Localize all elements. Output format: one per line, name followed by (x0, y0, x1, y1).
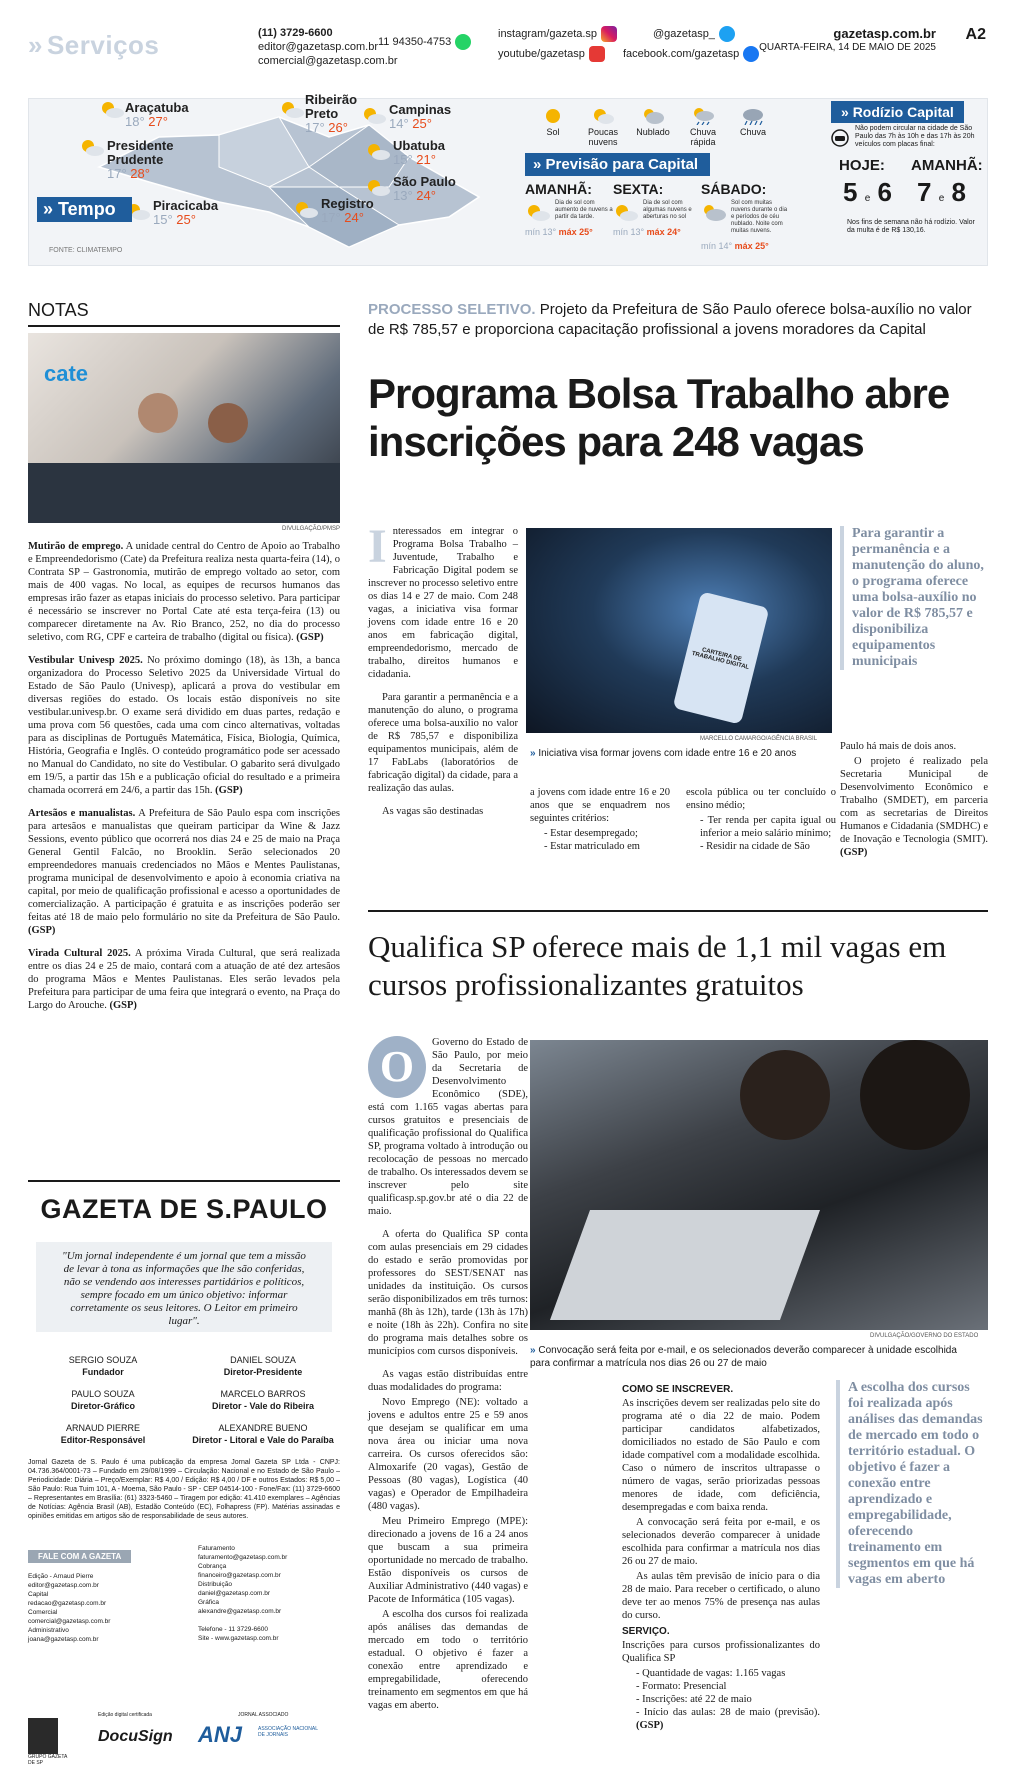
rodizio-panel (825, 99, 989, 265)
rodizio-today-label: HOJE: (839, 157, 885, 174)
person-shape (208, 403, 248, 443)
staff-role: Diretor - Vale do Ribeira (211, 1401, 315, 1411)
staff-role: Diretor - Litoral e Vale do Paraíba (192, 1435, 334, 1445)
contact-phone: (11) 3729-6600 (258, 27, 333, 39)
pull-quote: A escolha dos cursos foi realizada após análises das demandas de mercado em todo o território estadual. O objetivo é fazer a conexão entre aprendizado e empregabilidade, oferecendo treinamento em segmentos em que há vagas em aberto (836, 1380, 988, 1588)
contact-block (258, 26, 398, 68)
city-registro (321, 197, 374, 225)
docusign-logo: DocuSign (98, 1728, 173, 1745)
temp-max: 24° (416, 188, 436, 203)
caption-text: Iniciativa visa formar jovens com idade entre 16 e 20 anos (538, 748, 797, 759)
chevron-icon: » (841, 104, 853, 120)
criteria-item: - Estar desempregado; (544, 828, 638, 839)
masthead-quote: "Um jornal independente é um jornal que tem a missão de levar à tona as informações que lhe são conferidas, não se vendendo aos interesses partidários e políticos, sempre focado em um único objetivo: informar corretamente os seus leitores. O Leitor em primeiro lugar". (36, 1242, 332, 1332)
facebook-handle: facebook.com/gazetasp (623, 47, 740, 60)
staff-role: Editor-Responsável (60, 1435, 146, 1445)
kicker-text: Projeto da Prefeitura de São Paulo oferece bolsa-auxílio no valor de R$ 785,57 e proporciona capacitação profissional a jovens moradores da Capital (368, 301, 972, 338)
legend-label: Nublado (636, 127, 670, 137)
nota-source: (GSP) (215, 785, 243, 796)
temp-min: 17° (305, 120, 325, 135)
cate-logo: cate (44, 361, 89, 386)
few-clouds-icon (591, 107, 615, 125)
article1-kicker (368, 300, 988, 340)
service-item: - Quantidade de vagas: 1.165 vagas (636, 1668, 786, 1679)
temp-min: 17° (321, 210, 341, 225)
forecast-day-name: AMANHÃ: (525, 181, 592, 197)
staff-name: SERGIO SOUZA (68, 1355, 138, 1365)
chevron-icon: » (43, 199, 59, 219)
criteria-item: - Residir na cidade de São (700, 841, 810, 852)
city-name: São Paulo (393, 174, 456, 189)
fale-label: FALE COM A GAZETA (28, 1550, 131, 1563)
forecast-max: máx 25° (558, 227, 593, 237)
city-name: Ribeirão Preto (305, 92, 358, 121)
notas-photo (28, 333, 340, 523)
service-item: - Inscrições: até 22 de maio (636, 1694, 752, 1705)
weather-label (37, 197, 132, 222)
photo-caption (530, 748, 830, 759)
staff-member (188, 1354, 338, 1378)
twitter-link[interactable] (653, 26, 735, 42)
article1-col1 (368, 520, 518, 828)
paragraph: As vagas são destinadas (382, 806, 484, 817)
drop-cap: O (368, 1036, 426, 1098)
staff-role: Diretor-Presidente (223, 1367, 303, 1377)
contacts-left[interactable]: Edição - Arnaud Pierre editor@gazetasp.com.br Capital redacao@gazetasp.com.br Comercial comercial@gazetasp.com.br Administrativo joana@gazetasp.com.br (28, 1573, 111, 1643)
sun-cloud-icon (79, 139, 105, 157)
nota-item (28, 654, 340, 797)
legend-label: Sol (546, 127, 560, 137)
rodizio-footnote: Nos fins de semana não há rodízio. Valor da multa é de R$ 130,16. (847, 219, 975, 234)
plate-digit: 8 (951, 177, 966, 207)
temp-min: 15° (393, 152, 413, 167)
youtube-link[interactable] (498, 46, 605, 62)
city-name: Registro (321, 196, 374, 211)
temp-max: 28° (130, 166, 150, 181)
forecast-day-name: SÁBADO: (701, 181, 767, 197)
city-name: Araçatuba (125, 100, 189, 115)
twitter-icon (719, 26, 735, 42)
car-icon (829, 129, 851, 147)
paragraph: Paulo há mais de dois anos. (840, 741, 957, 752)
photo-credit: DIVULGAÇÃO/GOVERNO DO ESTADO (870, 1333, 979, 1339)
forecast-min: mín 13° (525, 227, 557, 237)
caption-text: Convocação será feita por e-mail, e os selecionados deverão comparecer à unidade escolhida para confirmar a matrícula nos dias 26 ou 27 de maio (530, 1345, 957, 1369)
cloudy-icon (701, 203, 727, 223)
plate-digit: 7 (917, 177, 932, 207)
cloudy-icon (641, 107, 665, 125)
sun-icon (541, 107, 565, 125)
forecast-desc: Dia de sol com algumas nuvens e aberturas no sol (643, 200, 692, 220)
chevron-icon: » (533, 156, 546, 173)
city-name: Piracicaba (153, 198, 219, 213)
nota-source: (GSP) (109, 1000, 137, 1011)
table-shape (28, 463, 340, 523)
staff-member (28, 1354, 178, 1378)
instagram-icon (601, 26, 617, 42)
rodizio-tomorrow-label: AMANHÃ: (911, 157, 983, 174)
staff-name: ARNAUD PIERRE (65, 1423, 140, 1433)
subhead: SERVIÇO. (622, 1626, 670, 1637)
phone-screen (673, 591, 770, 724)
contacts-right[interactable]: Faturamento faturamento@gazetasp.com.br Cobrança financeiro@gazetasp.com.br Distribuição daniel@gazetasp.com.br Gráfica alexandre@gazetasp.com.br Telefone - 11 3729-6600 Site - www.gazetasp.com.br (198, 1545, 288, 1642)
phone-screen-text: CARTEIRA DE TRABALHO DIGITAL (690, 647, 750, 671)
nota-item (28, 807, 340, 937)
photo-credit: MARCELLO CAMARGO/AGÊNCIA BRASIL (700, 736, 818, 742)
forecast-min: mín 14° (701, 241, 733, 251)
city-presidente-prudente (107, 139, 187, 181)
rain-icon (741, 107, 765, 125)
article2-col2 (622, 1380, 820, 1732)
service-item: - Formato: Presencial (636, 1681, 727, 1692)
forecast-desc: Sol com muitas nuvens durante o dia e períodos de céu nublado. Noite com muitas nuvens. (731, 200, 788, 234)
legend-label: Chuva rápida (689, 127, 716, 147)
nota-lead: Vestibular Univesp 2025. (28, 655, 143, 666)
forecast-min: mín 13° (613, 227, 645, 237)
legal-text: Jornal Gazeta de S. Paulo é uma publicação da empresa Jornal Gazeta SP Ltda - CNPJ: 04.736.364/0001-73 – Fundado em 29/08/1999 – Circulação: Nacional e no Estado de São Paulo – Periodicidade: Diária – Preço/Exemplar: R$ 4,00 / Edição: R$ 4,00 / DF e outros Estados: R$ 5,00 – São Paulo: Rua Tuim 101, A - Moema, São Paulo - SP - CEP 04514-100 - Fone/Fax: (11) 3729-6600 – Representantes em Brasília: (61) 3323-5460 – Tiragem por edição: 41.410 exemplares – Agências de Notícias: Agência Brasil (AB), Estadão Conteúdo (EC), Folhapress (FP). Matérias assinadas e opiniões emitidas em artigos são de responsabilidade de seus autores. (28, 1459, 340, 1520)
temp-max: 21° (416, 152, 436, 167)
kicker-keyword: PROCESSO SELETIVO. (368, 301, 536, 318)
rodizio-label (831, 101, 964, 123)
temp-max: 24° (344, 210, 364, 225)
legend-label: Poucas nuvens (587, 127, 619, 147)
temp-min: 18° (125, 114, 145, 129)
forecast-day (525, 181, 615, 237)
chevron-icon: » (28, 30, 43, 60)
plate-digit: 5 (843, 177, 858, 207)
whatsapp-icon (455, 34, 471, 50)
sun-cloud-icon (293, 201, 319, 219)
rodizio-tomorrow-plates (917, 177, 966, 208)
city-name: Campinas (389, 102, 452, 117)
article1-col4 (840, 740, 988, 869)
grupo-logo-caption: GRUPO GAZETA DE SP (28, 1754, 68, 1766)
paragraph: Inscrições para cursos profissionalizantes do Qualifica SP (622, 1640, 820, 1664)
forecast-day (613, 181, 703, 237)
nota-text: A unidade central do Centro de Apoio ao Trabalho e Empreendedorismo (Cate) da Prefeitura realiza nesta quarta-feira (14), o Contrata SP – Gastronomia, mutirão de emprego voltado ao setor, com mais de 400 vagas. No local, as equipes de recursos humanos das empresas irão fazer as etapas iniciais do processo seletivo. Para participar é necessário se inscrever no Portal Cate até esta terça-feira (13) ou comparecer diretamente na Av. Rio Branco, 252, no dia do processo seletivo, com RG, CPF e carteira de trabalho (digital ou física). (28, 541, 340, 643)
paragraph: A convocação será feita por e-mail, e os selecionados deverão comparecer à unidade escolhida para confirmar a matrícula nos dias 26 ou 27 de maio. (622, 1517, 820, 1567)
legend-item-poucas-nuvens (579, 107, 627, 147)
sun-cloud-icon (365, 143, 391, 161)
subhead: COMO SE INSCREVER. (622, 1384, 734, 1395)
temp-max: 26° (328, 120, 348, 135)
city-piracicaba (153, 199, 218, 227)
page-header (28, 22, 988, 78)
staff-name: PAULO SOUZA (71, 1389, 135, 1399)
paragraph: As vagas estão distribuídas entre duas modalidades do programa: (368, 1369, 528, 1393)
docusign-caption: Edição digital certificada (98, 1712, 152, 1718)
youtube-handle: youtube/gazetasp (498, 47, 585, 60)
divider (368, 910, 988, 912)
sun-cloud-icon (361, 107, 387, 125)
forecast-day (701, 181, 791, 251)
weather-panel (28, 92, 988, 266)
staff-name: MARCELO BARROS (220, 1389, 306, 1399)
anj-top-caption: JORNAL ASSOCIADO (238, 1712, 289, 1718)
legend-item-sol (529, 107, 577, 137)
staff-member (188, 1422, 338, 1446)
page-number: A2 (965, 26, 986, 43)
city-aracatuba (125, 101, 189, 129)
staff-name: ALEXANDRE BUENO (218, 1423, 308, 1433)
notas-photo-credit: DIVULGAÇÃO/PMSP (281, 526, 340, 532)
rodizio-label-text: Rodízio Capital (852, 104, 954, 120)
article2-headline: Qualifica SP oferece mais de 1,1 mil vagas em cursos profissionalizantes gratuitos (368, 929, 947, 1002)
temp-min: 14° (389, 116, 409, 131)
city-name: Presidente Prudente (107, 138, 174, 167)
laptop-shape (550, 1210, 820, 1320)
sun-cloud-icon (279, 101, 305, 119)
staff-member (28, 1388, 178, 1412)
issue-date: QUARTA-FEIRA, 14 DE MAIO DE 2025 (759, 42, 936, 53)
city-ubatuba (393, 139, 445, 167)
paragraph: As inscrições devem ser realizadas pelo site do programa até o dia 22 de maio. Podem participar candidatos alfabetizados, domiciliados no estado de São Paulo e com idade compatível com a modalidade escolhida. Caso o número de inscritos ultrapasse o número de vagas, serão priorizadas pessoas menores de idade, com deficiência, desempregadas e com baixa renda. (622, 1398, 820, 1513)
paragraph: A escolha dos cursos foi realizada após análises das demandas de mercado em todo o território estadual. O objetivo é fazer a conexão entre aprendizado e empregabilidade, oferecendo treinamento em segmentos em que há vagas em aberto. (368, 1609, 528, 1711)
staff-name: DANIEL SOUZA (230, 1355, 296, 1365)
temp-min: 17° (107, 166, 127, 181)
staff-member (188, 1388, 338, 1412)
temp-max: 25° (176, 212, 196, 227)
section-label: Serviços (46, 30, 160, 60)
showers-icon (691, 107, 715, 125)
instagram-handle: instagram/gazeta.sp (498, 27, 598, 40)
article2-col1 (368, 1036, 528, 1722)
paragraph: Governo do Estado de São Paulo, por meio da Secretaria de Desenvolvimento Econômico (SDE), está com 1.165 vagas abertas para cursos gratuitos e presenciais de qualificação profissional do Qualifica SP, programa voltado à introdução ou recolocação de pessoas no mercado de trabalho. Os interessados devem se inscrever pelo site qualificasp.sp.gov.br até o dia 22 de maio. (368, 1037, 528, 1217)
person-shape (740, 1050, 830, 1140)
whatsapp-number: 11 94350-4753 (378, 35, 452, 48)
person-shape (138, 393, 178, 433)
forecast-max: máx 24° (646, 227, 681, 237)
city-sao-paulo (393, 175, 456, 203)
whatsapp-contact[interactable] (378, 34, 471, 50)
paragraph: Meu Primeiro Emprego (MPE): direcionado a jovens de 16 a 24 anos que buscam a sua primeira oportunidade no mercado de trabalho. Estão disponíveis os cursos de Auxiliar Administrativo (440 vagas) e Pacote de Informática (105 vagas). (368, 1516, 528, 1605)
few-clouds-icon (525, 203, 551, 223)
contact-email-comercial[interactable]: comercial@gazetasp.com.br (258, 55, 398, 67)
temp-min: 13° (393, 188, 413, 203)
contact-email-editor[interactable]: editor@gazetasp.com.br (258, 41, 379, 53)
paragraph: As aulas têm previsão de início para o dia 28 de maio. Para receber o certificado, o aluno deve ter ao menos 75% de presença nas aulas do curso. (622, 1571, 820, 1621)
article2-photo (530, 1040, 988, 1330)
temp-min: 15° (153, 212, 173, 227)
nota-lead: Virada Cultural 2025. (28, 948, 131, 959)
sun-cloud-icon (99, 101, 125, 119)
nota-source: (GSP) (296, 632, 324, 643)
youtube-icon (589, 46, 605, 62)
instagram-link[interactable] (498, 26, 617, 42)
article1-photo (526, 528, 832, 733)
pull-quote: Para garantir a permanência e a manutenção do aluno, o programa oferece uma bolsa-auxílio no valor de R$ 785,57 e disponibiliza equipamentos municipais (840, 526, 988, 670)
grupo-logo (28, 1718, 58, 1754)
weather-label-text: Tempo (58, 199, 116, 219)
city-name: Ubatuba (393, 138, 445, 153)
paragraph: Para garantir a permanência e a manutenção do aluno, o programa oferece uma bolsa-auxílio no valor de R$ 785,57 e disponibiliza equipamentos municipais, além de 17 FabLabs (laboratórios de fabricação digital) da cidade, para a realização das aulas. (368, 692, 518, 794)
paragraph: escola pública ou ter concluído o ensino médio; (686, 787, 836, 811)
logos-row (28, 1712, 340, 1766)
staff-member (28, 1422, 178, 1446)
section-title (28, 30, 159, 61)
paragraph: nteressados em integrar o Programa Bolsa Trabalho – Juventude, Trabalho e Fabricação Digital podem se inscrever no processo seletivo entre os dias 14 e 27 de maio. Com 248 vagas, a iniciativa visa formar jovens com idade entre 16 e 20 anos em fabricação digital, empreendedorismo, mercado de trabalho, direitos humanos e cidadania. (368, 526, 518, 680)
nota-lead: Artesãos e manualistas. (28, 808, 136, 819)
forecast-desc: Dia de sol com aumento de nuvens a partir da tarde. (555, 200, 613, 220)
nota-item (28, 540, 340, 644)
legend-label: Chuva (739, 127, 766, 137)
forecast-label-text: Previsão para Capital (545, 156, 699, 173)
article1-headline: Programa Bolsa Trabalho abre inscrições para 248 vagas (368, 370, 950, 465)
nota-source: (GSP) (28, 925, 56, 936)
nota-text: A próxima Virada Cultural, que será realizada entre os dias 24 e 25 de maio, contará com a atuação de até dez artesãos do programa Mãos e Mentes Paulistanas. Eles serão levados pela Prefeitura para participar de uma feira que integrará o evento, na Praça do Largo do Arouche. (28, 948, 340, 1011)
paragraph: A oferta do Qualifica SP conta com aulas presenciais em 29 cidades do estado e serão promovidas por professores do SEST/SENAT nas unidades da instituição. Os cursos serão disponibilizados em três turnos: manhã (8h às 12h), tarde (13h às 17h) e noite (18h às 22h). Confira no site do programa mais detalhes sobre os municípios com cursos disponíveis. (368, 1229, 528, 1357)
twitter-handle: @gazetasp_ (653, 27, 715, 40)
caption-arrow-icon: » (530, 748, 539, 759)
person-shape (860, 1040, 970, 1150)
caption-arrow-icon: » (530, 1345, 539, 1356)
masthead-title: GAZETA DE S.PAULO (40, 1194, 328, 1224)
service-item: - Início das aulas: 28 de maio (previsão). (636, 1707, 820, 1718)
notas-list (28, 540, 340, 1022)
plate-and: e (938, 193, 945, 204)
site-url[interactable]: gazetasp.com.br (833, 26, 936, 41)
weather-legend (529, 107, 789, 147)
legend-item-chuva (729, 107, 777, 137)
article1-col2 (530, 786, 670, 853)
legend-item-nublado (629, 107, 677, 137)
city-ribeirao-preto (305, 93, 365, 135)
article-source: (GSP) (840, 847, 868, 858)
criteria-item: - Estar matriculado em (544, 841, 640, 852)
facebook-link[interactable] (623, 46, 759, 62)
rodizio-text: Não podem circular na cidade de São Paulo das 7h às 10h e das 17h às 20h veículos com placas final: (855, 125, 975, 148)
rodizio-today-plates (843, 177, 892, 208)
nota-item (28, 947, 340, 1012)
nota-text: No próximo domingo (18), às 13h, a banca organizadora do Processo Seletivo 2025 da Universidade Virtual do Estado de São Paulo (Univesp), aplicará a prova do vestibular em diversas regiões do estado. Os locais estão disponíveis no site vestibular.univesp.br. O exame será dividido em duas partes, redação e uma prova com 56 questões, cada uma com cinco alternativas, voltadas para as disciplinas de Português Matemática, Física, Biologia, Química, História, Geografia e Inglês. O conteúdo programático pode ser acessado no Manual do Candidato, no site do Vestibular. O gabarito será divulgado em 19/5, a partir das 15h e a publicação oficial do resultado e a primeira chamada ocorrerá em 24/6, a partir das 15h. (28, 655, 340, 796)
article-source: (GSP) (636, 1720, 664, 1731)
temp-max: 27° (148, 114, 168, 129)
paragraph: Novo Emprego (NE): voltado a jovens e adultos entre 25 e 59 anos que desejam se qualificar em uma nova área ou iniciar uma nova carreira. Os cursos oferecidos são: Almoxarife (20 vagas), Gestão de Pessoas (80 vagas), Logística (40 vagas) e Operador de Empilhadeira (480 vagas). (368, 1397, 528, 1512)
drop-cap: I (368, 520, 387, 573)
staff-role: Fundador (82, 1367, 124, 1377)
city-campinas (389, 103, 451, 131)
anj-caption: ASSOCIAÇÃO NACIONAL DE JORNAIS (258, 1726, 318, 1738)
expediente-box (28, 1180, 340, 1770)
forecast-day-name: SEXTA: (613, 181, 664, 197)
facebook-icon (743, 46, 759, 62)
nota-text: A Prefeitura de São Paulo espa com inscrições para artesãos e manualistas que queiram participar da Wine & Jazz Sessions, evento público que ocorrerá nos dias 24 e 25 de maio na Praça General Gentil Falcão, no Brooklin. Serão selecionados 20 empreendedores manuais credenciados no Mãos e Mentes Paulistanas, programa municipal de desenvolvimento e apoio à economia criativa na capital, por meio de qualificação profissional e acesso a oportunidades de comercialização. A participação é gratuita e as inscrições poderão ser feitas até 18 de maio pelo formulário no site da Prefeitura de São Paulo. (28, 808, 340, 923)
weather-credit: FONTE: CLIMATEMPO (49, 247, 123, 254)
paragraph: O projeto é realizado pela Secretaria Municipal de Desenvolvimento Econômico e Trabalho (SMDET), em parceria com as secretarias de Direitos Humanos e Cidadania (SMDHC) e de Inovação e Tecnologia (SMIT). (840, 756, 988, 845)
sun-cloud-icon (365, 179, 391, 197)
anj-logo: ANJ (198, 1722, 243, 1747)
paragraph: a jovens com idade entre 16 e 20 anos que se enquadrem nos seguintes critérios: (530, 787, 670, 824)
criteria-item: - Ter renda per capita igual ou inferior a meio salário mínimo; (700, 815, 836, 839)
forecast-label (525, 153, 710, 176)
forecast-max: máx 25° (734, 241, 769, 251)
legend-item-chuva-rapida (679, 107, 727, 147)
photo-caption (530, 1344, 960, 1370)
temp-max: 25° (412, 116, 432, 131)
plate-and: e (864, 193, 871, 204)
nota-lead: Mutirão de emprego. (28, 541, 124, 552)
plate-digit: 6 (877, 177, 892, 207)
few-clouds-icon (613, 203, 639, 223)
staff-role: Diretor-Gráfico (70, 1401, 135, 1411)
notas-header: NOTAS (28, 300, 340, 327)
article1-col3 (686, 786, 836, 853)
